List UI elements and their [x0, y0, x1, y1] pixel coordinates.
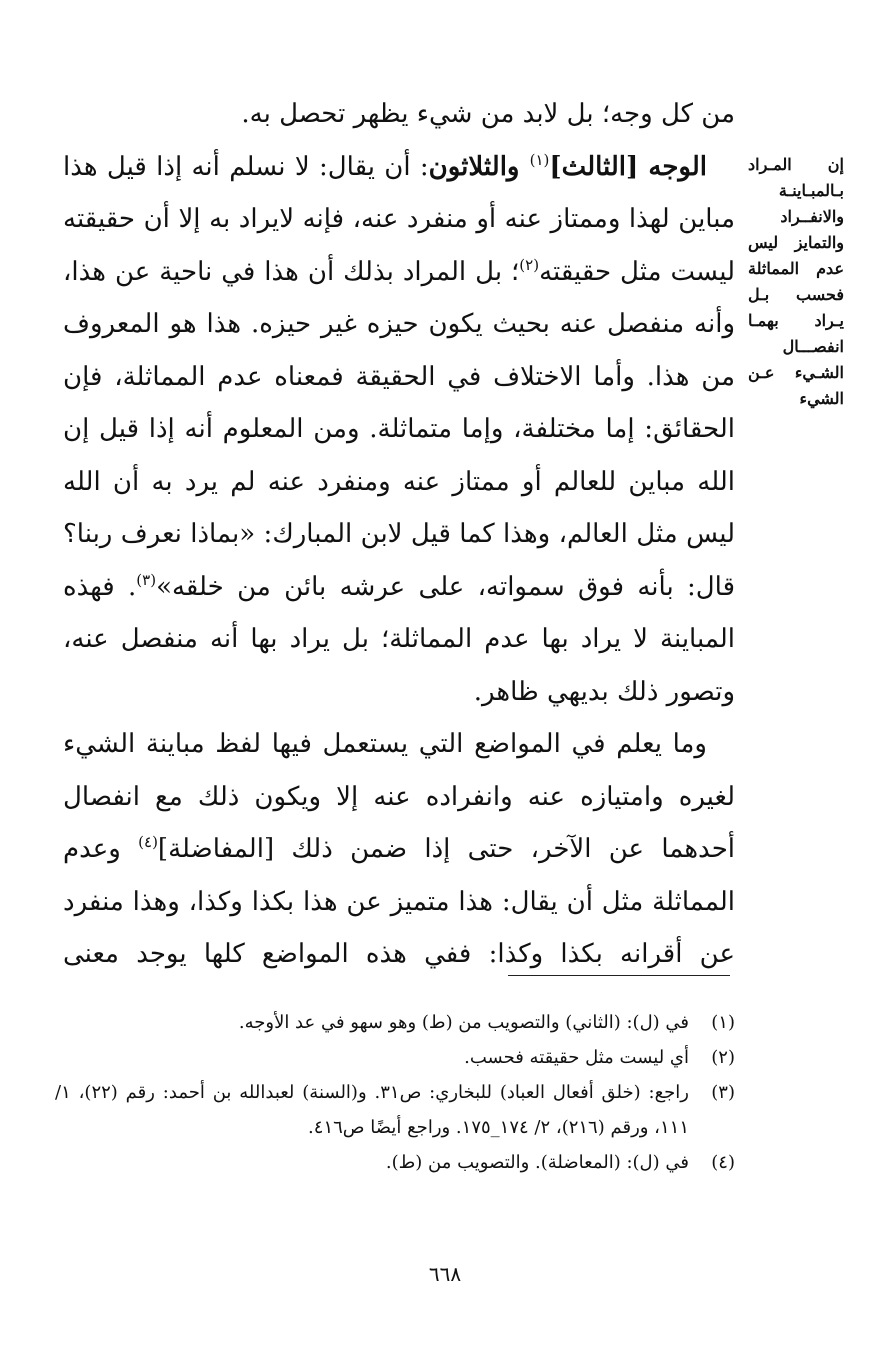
footnote-text: راجع: (خلق أفعال العباد) للبخاري: ص٣١. و(السنة) لعبدالله بن أحمد: رقم (٢٢)، ١/ ١١١، ورقم (٢١٦)، ٢/ ١٧٤_١٧٥. وراجع أيضًا ص٤١٦.: [55, 1082, 689, 1138]
section-heading-continued: والثلاثون: [428, 151, 530, 182]
margin-note-line: والانفــراد: [780, 207, 844, 226]
margin-note-line: إن المـراد: [748, 155, 844, 174]
paragraph-text: : أن يقال: لا نسلم أنه إذا قيل هذا مباين لهذا وممتاز عنه أو منفرد عنه، فإنه لايراد به إلا أن حقيقته ليست مثل حقيقته: [63, 151, 735, 287]
footnote-ref-2[interactable]: (٢): [519, 255, 540, 274]
footnote-number: (٣): [711, 1082, 735, 1103]
section-heading: الوجه [الثالث]: [549, 151, 708, 182]
footnote-text: في (ل): (المعاضلة). والتصويب من (ط).: [385, 1152, 689, 1173]
footnote-text: أي ليست مثل حقيقته فحسب.: [464, 1047, 689, 1068]
margin-note-line: والتمايز ليس: [748, 233, 844, 252]
footnote-ref-1[interactable]: (١): [529, 150, 550, 169]
margin-note-line: الشيء: [799, 389, 844, 408]
footnote-3: [55, 1075, 735, 1145]
footnote-2: [55, 1040, 735, 1075]
paragraph-text: وما يعلم في المواضع التي يستعمل فيها لفظ مباينة الشيء لغيره وامتيازه عنه وانفراده عنه إلا ويكون ذلك مع انفصال أحدهما عن الآخر، حتى إذا ضمن ذلك [المفاضلة]: [63, 729, 735, 864]
paragraph-text: . فهذه المباينة لا يراد بها عدم المماثلة؛ بل يراد بها أنه منفصل عنه، وتصور ذلك بديهي ظاهر.: [63, 571, 735, 707]
main-text: [63, 88, 735, 981]
footnotes: [55, 1005, 735, 1180]
footnote-ref-3[interactable]: (٣): [136, 570, 157, 589]
margin-note-line: عدم المماثلة: [748, 259, 844, 278]
footnote-number: (٢): [711, 1047, 735, 1068]
footnote-4: [55, 1145, 735, 1180]
margin-note-line: انفصـــال: [782, 337, 844, 356]
footnote-1: [55, 1005, 735, 1040]
footnote-ref-4[interactable]: (٤): [138, 833, 158, 851]
margin-note: [748, 152, 844, 412]
margin-note-line: فحسب بـل: [748, 285, 844, 304]
margin-note-line: بـالمبـاينـة: [778, 181, 844, 200]
footnote-number: (١): [711, 1012, 735, 1033]
paragraph-text: ؛ بل المراد بذلك أن هذا في ناحية عن هذا، وأنه منفصل عنه بحيث يكون حيزه غير حيزه. هذا هو المعروف من هذا. وأما الاختلاف في الحقيقة فمعناه عدم المماثلة، فإن الحقائق: إما مختلفة، وإما متماثلة. ومن المعلوم أنه إذا قيل إن الله مباين للعالم أو ممتاز عنه ومنفرد عنه لم يرد به أن الله ليس مثل العالم، وهذا كما قيل لابن المبارك: «بماذا نعرف ربنا؟ قال: بأنه فوق سمواته، على عرشه بائن من خلقه»: [63, 256, 736, 602]
paragraph-continuation: من كل وجه؛ بل لابد من شيء يظهر تحصل به.: [241, 99, 735, 129]
paragraph-text: وعدم المماثلة مثل أن يقال: هذا متميز عن هذا بكذا وكذا، وهذا منفرد عن أقرانه بكذا وكذا: ففي هذه المواضع كلها يوجد معنى: [63, 834, 735, 969]
margin-note-line: الشـيء عـن: [748, 363, 844, 382]
footnote-separator: [508, 975, 730, 976]
footnote-number: (٤): [711, 1152, 735, 1173]
paragraph-third-and-thirtieth-aspect: [63, 141, 735, 719]
page-number: ٦٦٨: [428, 1262, 462, 1286]
margin-note-line: يـراد بهمـا: [748, 311, 844, 330]
paragraph-distinction: [63, 718, 735, 981]
footnote-text: في (ل): (الثاني) والتصويب من (ط) وهو سهو في عد الأوجه.: [238, 1012, 689, 1033]
